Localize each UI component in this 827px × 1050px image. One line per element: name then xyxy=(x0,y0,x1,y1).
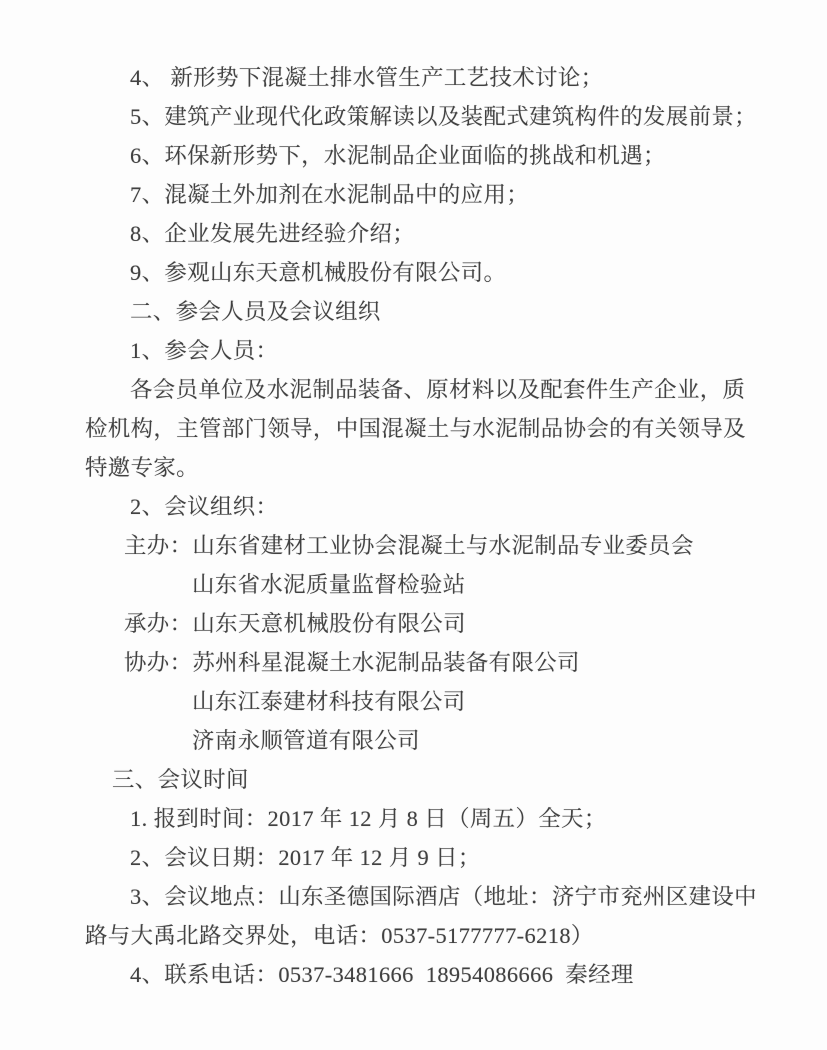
doc-line-attendees-heading: 1、参会人员： xyxy=(130,338,279,363)
doc-line-agenda-8: 8、企业发展先进经验介绍； xyxy=(130,221,416,246)
doc-line-agenda-5: 5、建筑产业现代化政策解读以及装配式建筑构件的发展前景； xyxy=(130,104,757,129)
document-body xyxy=(85,58,757,994)
doc-line-agenda-6: 6、环保新形势下，水泥制品企业面临的挑战和机遇； xyxy=(130,143,666,168)
doc-line-meeting-place-1: 3、会议地点：山东圣德国际酒店（地址：济宁市兖州区建设中 xyxy=(130,884,757,909)
doc-line-attendees-text-3: 特邀专家。 xyxy=(85,455,199,480)
doc-line-co-organizer-3: 济南永顺管道有限公司 xyxy=(192,728,420,753)
doc-heading-section-3: 三、会议时间 xyxy=(112,767,249,792)
doc-line-agenda-7: 7、混凝土外加剂在水泥制品中的应用； xyxy=(130,182,530,207)
doc-line-co-organizer: 协办：苏州科星混凝土水泥制品装备有限公司 xyxy=(124,650,580,675)
doc-heading-section-2: 二、参会人员及会议组织 xyxy=(130,299,381,324)
doc-line-contact-phone: 4、联系电话：0537-3481666 18954086666 秦经理 xyxy=(130,962,634,987)
doc-line-agenda-4: 4、 新形势下混凝土排水管生产工艺技术讨论； xyxy=(130,65,604,90)
doc-line-checkin-time: 1. 报到时间：2017 年 12 月 8 日（周五）全天； xyxy=(130,806,607,831)
doc-line-co-organizer-2: 山东江泰建材科技有限公司 xyxy=(192,689,466,714)
doc-line-agenda-9: 9、参观山东天意机械股份有限公司。 xyxy=(130,260,507,285)
doc-line-attendees-text-1: 各会员单位及水泥制品装备、原材料以及配套件生产企业，质 xyxy=(130,377,746,402)
doc-line-attendees-text-2: 检机构，主管部门领导，中国混凝土与水泥制品协会的有关领导及 xyxy=(85,416,746,441)
doc-line-meeting-place-2: 路与大禹北路交界处，电话：0537-5177777-6218） xyxy=(85,923,594,948)
doc-line-meeting-date: 2、会议日期：2017 年 12 月 9 日； xyxy=(130,845,481,870)
doc-line-host: 主办：山东省建材工业协会混凝土与水泥制品专业委员会 xyxy=(124,533,694,558)
doc-line-undertaker: 承办：山东天意机械股份有限公司 xyxy=(124,611,466,636)
doc-line-organization-heading: 2、会议组织： xyxy=(130,494,279,519)
doc-line-host-2: 山东省水泥质量监督检验站 xyxy=(192,572,466,597)
